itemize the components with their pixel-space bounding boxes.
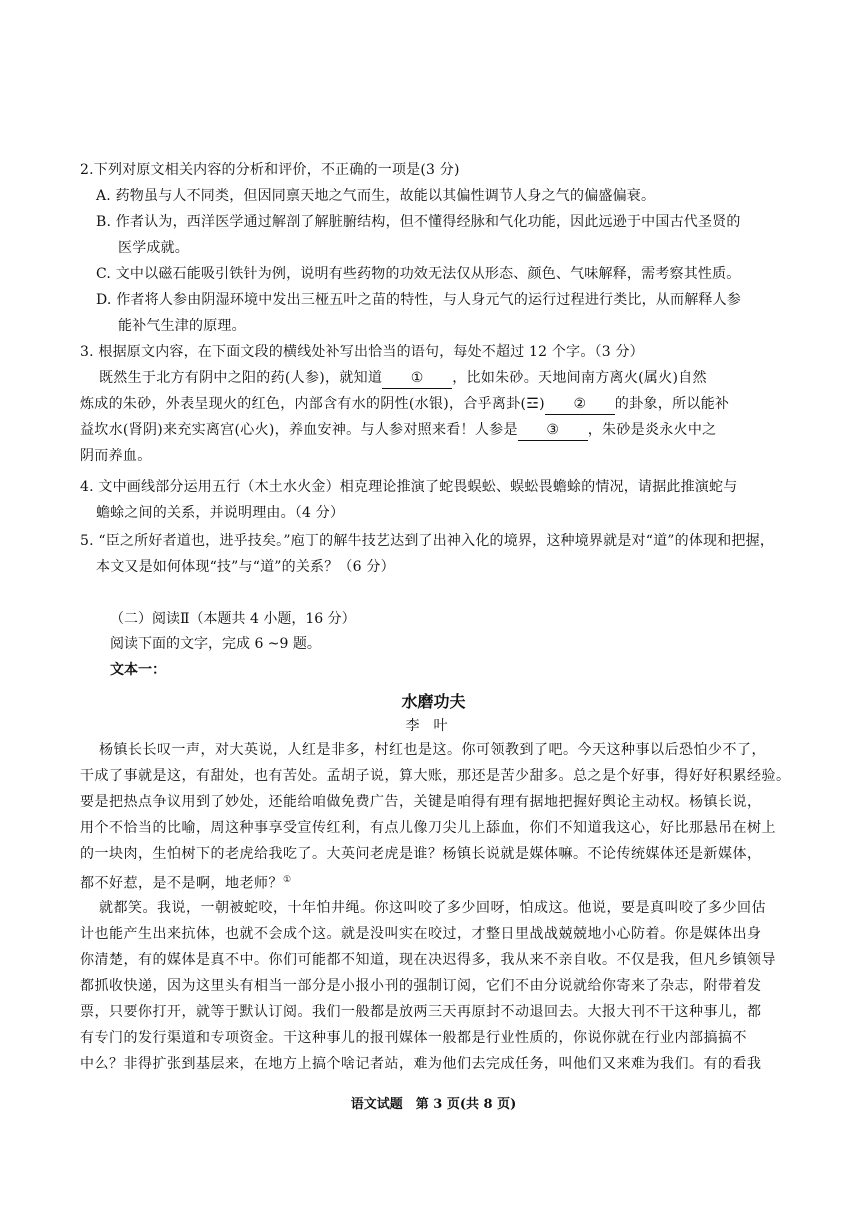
story-line: 你清楚，有的媒体是真不中。你们可能都不知道，现在决迟得多，我从来不亲自收。不仅是我，但凡乡镇领导 [80, 952, 776, 968]
story-author: 李叶 [405, 718, 462, 734]
story-line: 杨镇长长叹一声，对大英说，人红是非多，村红也是这。你可领教到了吧。今天这种事以后恐怕少不了， [99, 742, 766, 758]
question-2-option-d: D. 作者将人参由阴湿环境中发出三桠五叶之苗的特性，与人身元气的运行过程进行类比，从而解释人参 [96, 292, 742, 308]
question-3-passage-line-3 [80, 420, 716, 441]
question-2-stem: 2.下列对原文相关内容的分析和评价，不正确的一项是(3 分) [80, 162, 460, 178]
passage-text: 既然生于北方有阴中之阳的药(人参)，就知道 [99, 370, 383, 386]
passage-text: ，朱砂是炎永火中之 [587, 422, 717, 438]
question-2-option-a: A. 药物虽与人不同类，但因同禀天地之气而生，故能以其偏性调节人身之气的偏盛偏衰。 [96, 188, 656, 204]
question-2-option-d-cont: 能补气生津的原理。 [118, 318, 246, 334]
section-instruction: 阅读下面的文字，完成 6 ~9 题。 [110, 636, 321, 652]
section-heading: （二）阅读Ⅱ（本题共 4 小题，16 分） [110, 611, 356, 627]
question-2-option-b-cont: 医学成就。 [118, 240, 189, 256]
story-line: 用个不恰当的比喻，周这种事享受宣传红利，有点儿像刀尖儿上舔血，你们不知道我这心，好比那悬吊在树上 [80, 820, 776, 836]
question-2-option-c: C. 文中以磁石能吸引铁针为例，说明有些药物的功效无法仅从形态、颜色、气味解释，需考察其性质。 [96, 266, 741, 282]
page-footer: 语文试题 第 3 页(共 8 页) [350, 1097, 517, 1112]
question-3-passage-line-1 [99, 368, 707, 389]
story-line-last [80, 870, 292, 894]
passage-text: 益坎水(肾阴)来充实离宫(心火)，养血安神。与人参对照来看！人参是 [80, 422, 518, 438]
blank-1: ① [382, 368, 452, 389]
story-line: 有专门的发行渠道和专项资金。干这种事儿的报刊媒体一般都是行业性质的，你说你就在行业内部搞搞不 [80, 1030, 747, 1046]
passage-text: 炼成的朱砂，外表呈现火的红色，内部含有水的阴性(水银)，合乎离卦(☲) [80, 396, 545, 412]
story-title: 水磨功夫 [401, 692, 466, 711]
question-3-passage-line-4: 阴而养血。 [80, 448, 152, 464]
story-line: 干成了事就是这，有甜处，也有苦处。孟胡子说，算大账，那还是苦少甜多。总之是个好事，得好好积累经验。 [80, 768, 791, 784]
footnote-marker: ① [283, 875, 292, 885]
story-line: 中么？非得扩张到基层来，在地方上搞个啥记者站，难为他们去完成任务，叫他们又来难为我们。有的看我 [80, 1056, 762, 1072]
text-label: 文本一： [110, 662, 166, 678]
passage-text: ，比如朱砂。天地间南方离火(属火)自然 [452, 370, 707, 386]
story-line: 的一块肉，生怕树下的老虎给我吃了。大英问老虎是谁？杨镇长说就是媒体嘛。不论传统媒体还是新媒体， [80, 846, 762, 862]
story-line: 计也能产生出来抗体，也就不会成个这。就是没叫实在咬过，才整日里战战兢兢地小心防着。你是媒体出身 [80, 926, 762, 942]
story-line: 要是把热点争议用到了妙处，还能给咱做免费广告，关键是咱得有理有据地把握好舆论主动权。杨镇长说， [80, 794, 762, 810]
question-4-stem: 4. 文中画线部分运用五行（木土水火金）相克理论推演了蛇畏蜈蚣、蜈蚣畏蟾蜍的情况，请据此推演蛇与 [80, 479, 738, 495]
blank-3: ③ [518, 420, 588, 441]
story-line: 就都笑。我说，一朝被蛇咬，十年怕井绳。你这叫咬了多少回呀，怕成这。他说，要是真叫咬了多少回估 [99, 900, 766, 916]
question-3-passage-line-2 [80, 394, 729, 415]
story-line: 都抓收快递，因为这里头有相当一部分是小报小刊的强制订阅，它们不由分说就给你寄来了杂志，附带着发 [80, 978, 762, 994]
passage-text: 的卦象，所以能补 [614, 396, 730, 412]
story-line: 票，只要你打开，就等于默认订阅。我们一般都是放两三天再原封不动退回去。大报大刊不干这种事儿，都 [80, 1004, 762, 1020]
question-5-stem: 5. “臣之所好者道也，进乎技矣。”庖丁的解牛技艺达到了出神入化的境界，这种境界就是对“道”的体现和把握， [80, 533, 775, 549]
question-2-option-b: B. 作者认为，西洋医学通过解剖了解脏腑结构，但不懂得经脉和气化功能，因此远逊于中国古代圣贤的 [96, 214, 741, 230]
story-line-text: 都不好惹，是不是啊，地老师？ [80, 875, 283, 892]
question-4-stem-cont: 蟾蜍之间的关系，并说明理由。（4 分） [96, 505, 345, 521]
question-5-stem-cont: 本文又是如何体现“技”与“道”的关系？（6 分） [96, 559, 395, 575]
blank-2: ② [545, 394, 615, 415]
question-3-stem: 3. 根据原文内容，在下面文段的横线处补写出恰当的语句，每处不超过 12 个字。（3 分） [80, 344, 644, 360]
